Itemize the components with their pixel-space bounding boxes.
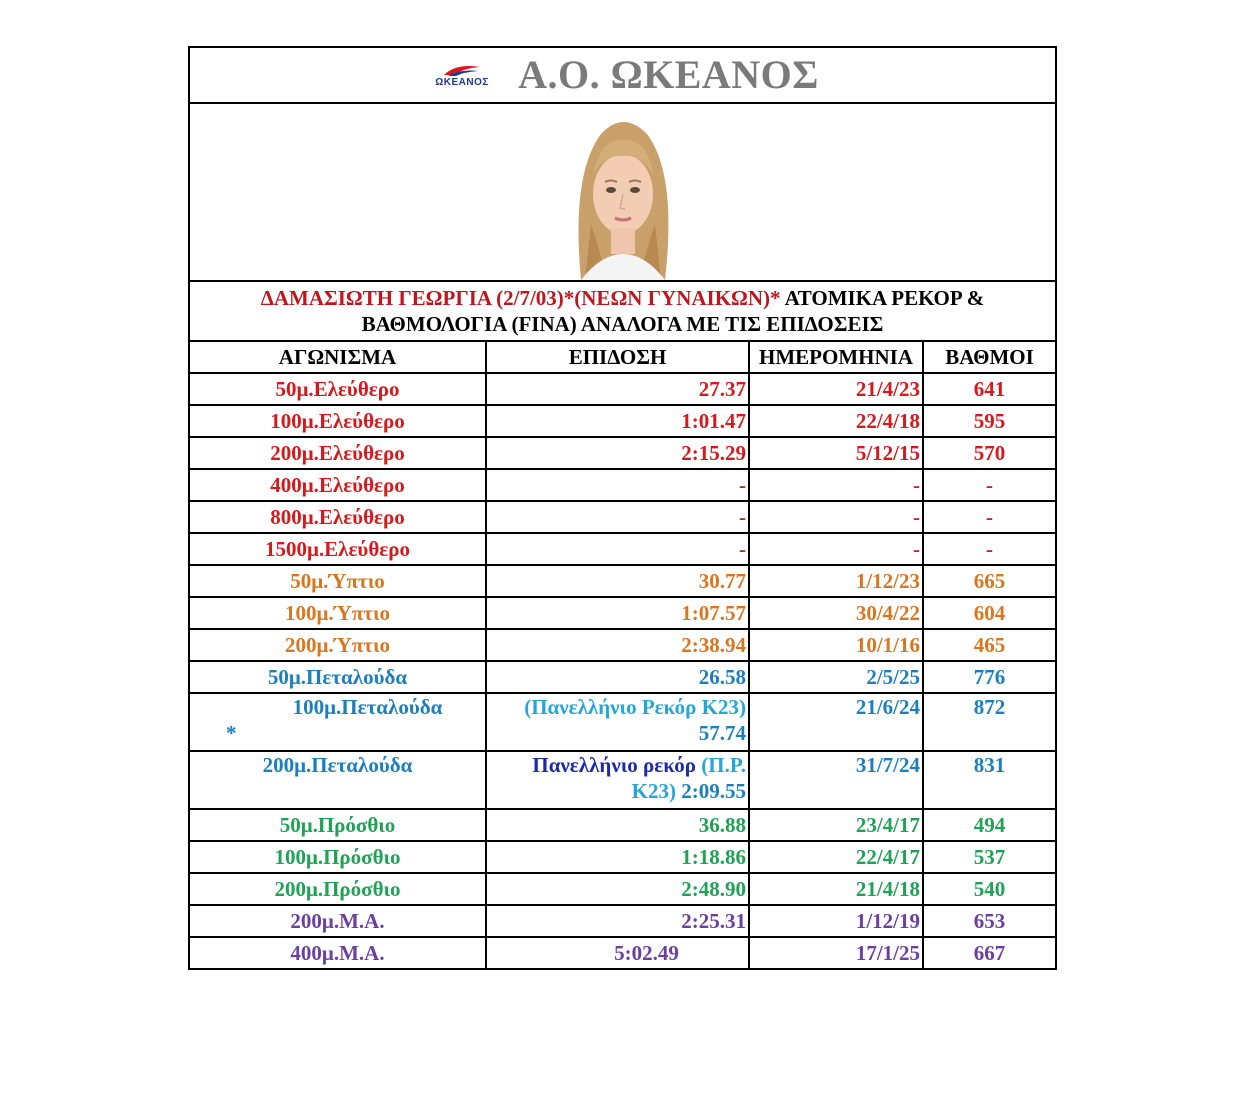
event-cell: 1500μ.Ελεύθερο: [189, 533, 486, 565]
points-cell: 465: [923, 629, 1056, 661]
athlete-info-row: [189, 281, 1056, 341]
performance-cell: 1:07.57: [486, 597, 749, 629]
event-cell: 50μ.Ύπτιο: [189, 565, 486, 597]
table-row: [189, 629, 1056, 661]
performance-cell: 2:48.90: [486, 873, 749, 905]
athlete-name: ΔΑΜΑΣΙΩΤΗ ΓΕΩΡΓΙΑ (2/7/03)*(ΝΕΩΝ ΓΥΝΑΙΚΩΝ)*: [260, 286, 781, 310]
table-row: [189, 405, 1056, 437]
photo-cell: [189, 103, 1056, 281]
subtitle-part1: ΑΤΟΜΙΚΑ ΡΕΚΟΡ &: [780, 286, 985, 310]
club-header-row: [189, 47, 1056, 103]
record-sheet: [188, 46, 1055, 970]
table-row: [189, 373, 1056, 405]
event-name: 100μ.Πεταλούδα: [292, 695, 443, 719]
performance-cell: 30.77: [486, 565, 749, 597]
performance-value: 2:09.55: [676, 779, 746, 803]
points-cell: 872: [923, 693, 1056, 751]
points-cell: 653: [923, 905, 1056, 937]
date-cell: 1/12/23: [749, 565, 923, 597]
date-cell: 23/4/17: [749, 809, 923, 841]
performance-cell: 36.88: [486, 809, 749, 841]
header-performance: ΕΠΙΔΟΣΗ: [486, 341, 749, 373]
club-header: [189, 47, 1056, 103]
performance-value: 57.74: [698, 721, 746, 745]
table-row: [189, 841, 1056, 873]
logo-text: ΩΚΕΑΝΟΣ: [435, 76, 489, 88]
record-note-b: (Π.Ρ.: [696, 753, 746, 777]
points-cell: 540: [923, 873, 1056, 905]
points-cell: 604: [923, 597, 1056, 629]
record-note-c: Κ23): [631, 779, 676, 803]
points-cell: 831: [923, 751, 1056, 809]
date-cell: 1/12/19: [749, 905, 923, 937]
performance-cell: 2:15.29: [486, 437, 749, 469]
event-cell: 200μ.Ελεύθερο: [189, 437, 486, 469]
table-row: [189, 565, 1056, 597]
event-cell: 100μ.Ελεύθερο: [189, 405, 486, 437]
date-cell: 2/5/25: [749, 661, 923, 693]
header-points: ΒΑΘΜΟΙ: [923, 341, 1056, 373]
table-row: [189, 501, 1056, 533]
performance-cell: 2:25.31: [486, 905, 749, 937]
event-cell: 200μ.Πεταλούδα: [189, 751, 486, 809]
table-header-row: [189, 341, 1056, 373]
event-cell: 100μ.Ύπτιο: [189, 597, 486, 629]
event-cell: 50μ.Πρόσθιο: [189, 809, 486, 841]
date-cell: 10/1/16: [749, 629, 923, 661]
subtitle-part2: ΒΑΘΜΟΛΟΓΙΑ (FINA) ΑΝΑΛΟΓΑ ΜΕ ΤΙΣ ΕΠΙΔΟΣΕΙΣ: [361, 312, 884, 336]
points-cell: 776: [923, 661, 1056, 693]
performance-cell: 5:02.49: [486, 937, 749, 969]
header-event: ΑΓΩΝΙΣΜΑ: [189, 341, 486, 373]
event-cell: 800μ.Ελεύθερο: [189, 501, 486, 533]
event-cell: 100μ.Πρόσθιο: [189, 841, 486, 873]
table-row: [189, 469, 1056, 501]
table-row: [189, 905, 1056, 937]
date-cell: 21/4/23: [749, 373, 923, 405]
table-row: [189, 873, 1056, 905]
athlete-info: [189, 281, 1056, 341]
date-cell: -: [749, 533, 923, 565]
performance-cell: [486, 751, 749, 809]
performance-cell: 27.37: [486, 373, 749, 405]
event-cell: 400μ.Μ.Α.: [189, 937, 486, 969]
event-cell: [189, 693, 486, 751]
points-cell: 595: [923, 405, 1056, 437]
date-cell: -: [749, 501, 923, 533]
points-cell: -: [923, 469, 1056, 501]
performance-cell: 2:38.94: [486, 629, 749, 661]
records-table: [188, 46, 1057, 970]
date-cell: 17/1/25: [749, 937, 923, 969]
points-cell: 641: [923, 373, 1056, 405]
table-row: [189, 437, 1056, 469]
event-cell: 200μ.Μ.Α.: [189, 905, 486, 937]
record-note: (Πανελλήνιο Ρεκόρ Κ23): [524, 695, 746, 719]
record-note-a: Πανελλήνιο ρεκόρ: [532, 753, 696, 777]
header-date: ΗΜΕΡΟΜΗΝΙΑ: [749, 341, 923, 373]
wave-logo-icon: [442, 63, 482, 77]
date-cell: 30/4/22: [749, 597, 923, 629]
date-cell: 31/7/24: [749, 751, 923, 809]
date-cell: -: [749, 469, 923, 501]
points-cell: 665: [923, 565, 1056, 597]
table-row: [189, 533, 1056, 565]
points-cell: 667: [923, 937, 1056, 969]
date-cell: 21/4/18: [749, 873, 923, 905]
table-row: [189, 809, 1056, 841]
performance-cell: -: [486, 533, 749, 565]
table-row: [189, 693, 1056, 751]
points-cell: 570: [923, 437, 1056, 469]
table-row: [189, 597, 1056, 629]
date-cell: 22/4/18: [749, 405, 923, 437]
performance-cell: -: [486, 501, 749, 533]
points-cell: 494: [923, 809, 1056, 841]
club-name: Α.Ο. ΩΚΕΑΝΟΣ: [518, 52, 819, 97]
event-note: *: [226, 721, 237, 745]
table-row: [189, 937, 1056, 969]
event-cell: 50μ.Ελεύθερο: [189, 373, 486, 405]
performance-cell: 1:18.86: [486, 841, 749, 873]
event-cell: 200μ.Πρόσθιο: [189, 873, 486, 905]
table-row: [189, 661, 1056, 693]
table-row: [189, 751, 1056, 809]
event-cell: 200μ.Ύπτιο: [189, 629, 486, 661]
event-cell: 50μ.Πεταλούδα: [189, 661, 486, 693]
date-cell: 21/6/24: [749, 693, 923, 751]
points-cell: 537: [923, 841, 1056, 873]
athlete-photo: [561, 104, 685, 280]
performance-cell: -: [486, 469, 749, 501]
performance-cell: 1:01.47: [486, 405, 749, 437]
points-cell: -: [923, 501, 1056, 533]
performance-cell: 26.58: [486, 661, 749, 693]
photo-row: [189, 103, 1056, 281]
date-cell: 5/12/15: [749, 437, 923, 469]
event-cell: 400μ.Ελεύθερο: [189, 469, 486, 501]
performance-cell: [486, 693, 749, 751]
points-cell: -: [923, 533, 1056, 565]
club-logo: [426, 63, 498, 88]
date-cell: 22/4/17: [749, 841, 923, 873]
